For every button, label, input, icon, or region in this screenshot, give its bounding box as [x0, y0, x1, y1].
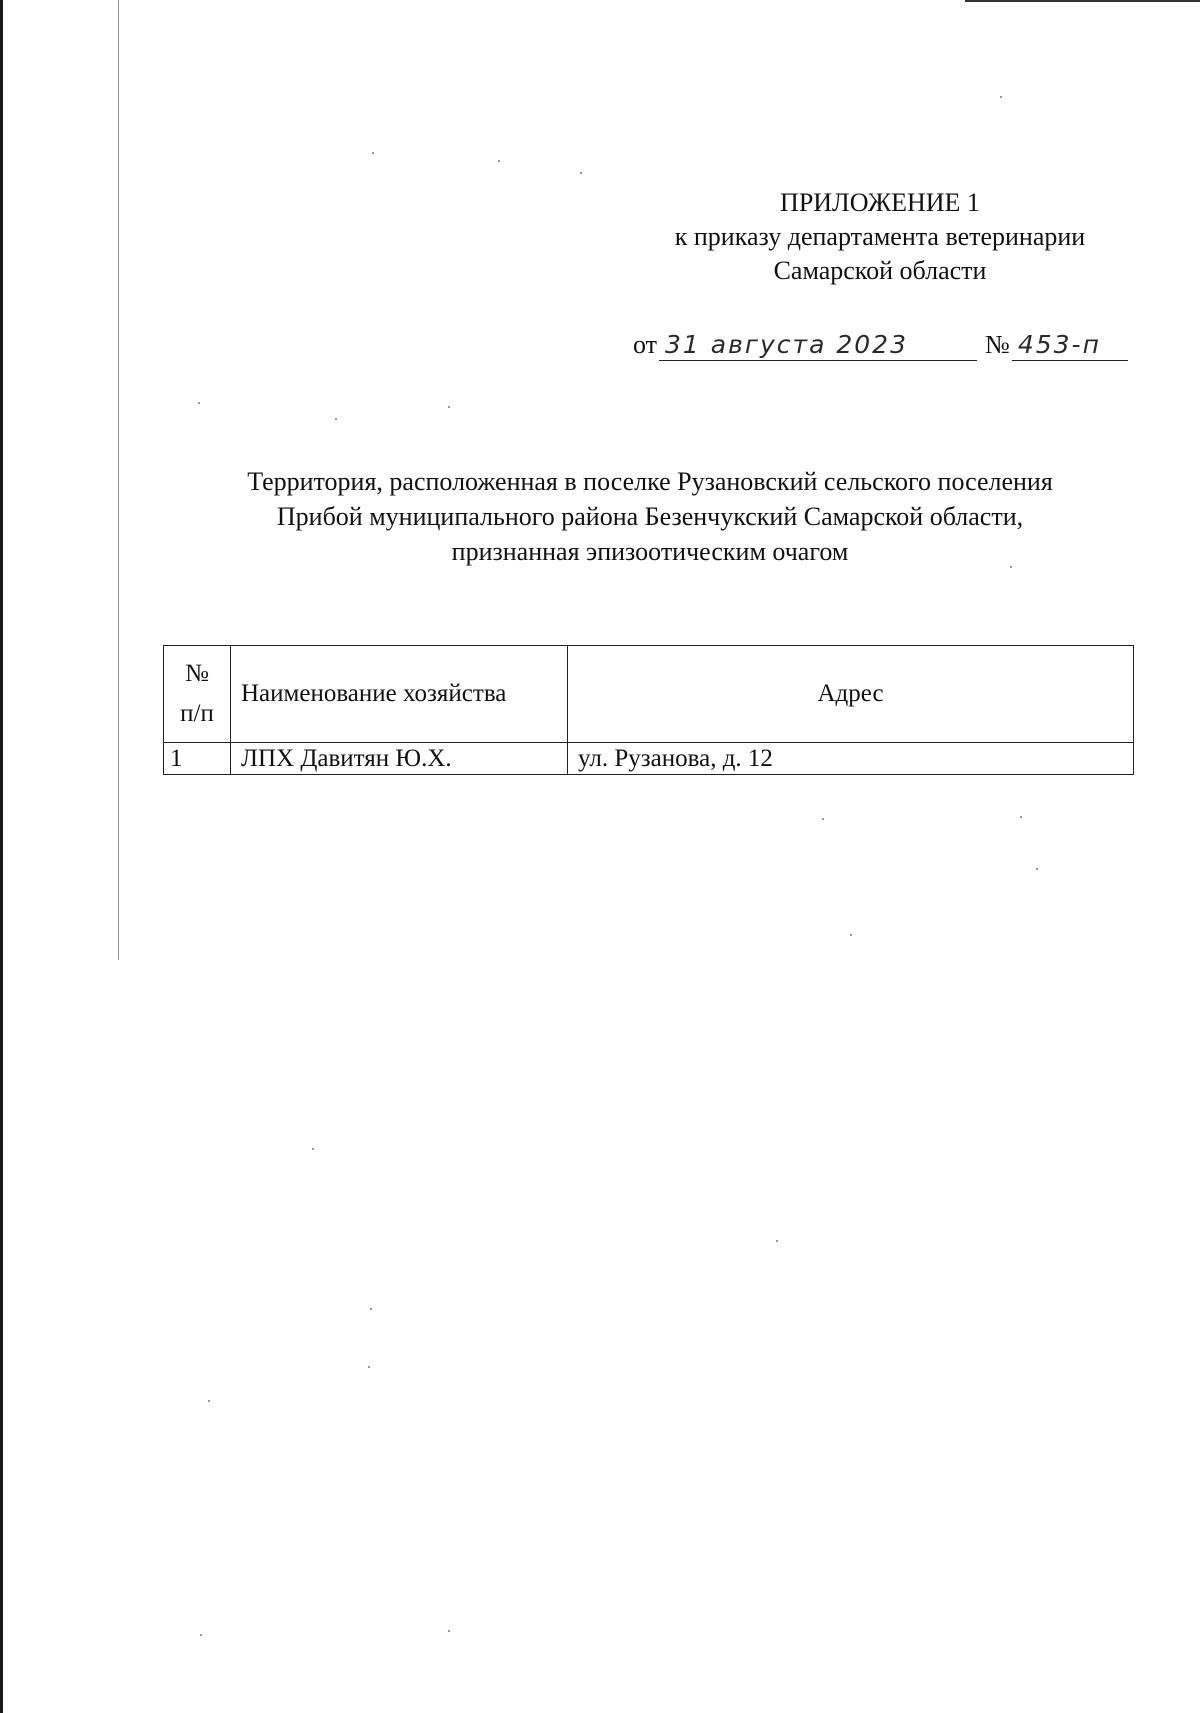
scan-speck: [198, 402, 200, 404]
column-header-number-abbr: п/п: [180, 700, 214, 727]
scan-speck: [448, 1630, 450, 1632]
column-header-address: Адрес: [568, 646, 1134, 743]
order-date-prefix: от: [633, 330, 658, 359]
document-title: [150, 464, 1150, 569]
appendix-region: Самарской области: [773, 256, 987, 285]
title-line: признанная эпизоотическим очагом: [451, 537, 849, 566]
scan-speck: [312, 1148, 314, 1150]
order-number-handwritten: 453-п: [1012, 330, 1128, 361]
scan-speck: [448, 406, 450, 408]
scan-speck: [370, 1308, 372, 1310]
households-table: [163, 645, 1134, 775]
scan-speck: [580, 172, 582, 174]
cell-household-name: ЛПХ Давитян Ю.Х.: [231, 743, 568, 775]
column-header-number: [164, 646, 231, 743]
appendix-subtitle: к приказу департамента ветеринарии: [674, 222, 1086, 251]
scan-speck: [850, 934, 852, 936]
scan-speck: [208, 1400, 210, 1402]
title-line: Прибой муниципального района Безенчукский Самарской области,: [276, 502, 1024, 531]
scan-speck: [368, 1366, 370, 1368]
table-header-row: [164, 646, 1134, 743]
scan-speck: [1036, 868, 1038, 870]
scan-fold-line: [118, 0, 119, 960]
scan-speck: [498, 160, 500, 162]
scan-speck: [1020, 816, 1022, 818]
table-row: [164, 743, 1134, 775]
scan-speck: [335, 418, 337, 420]
order-date-handwritten: 31 августа 2023: [659, 330, 977, 361]
title-line: Территория, расположенная в поселке Рузановский сельского поселения: [247, 467, 1053, 496]
scan-edge-line: [0, 0, 3, 1713]
column-header-name: Наименование хозяйства: [231, 646, 568, 743]
appendix-header: [600, 186, 1160, 288]
scan-speck: [776, 1240, 778, 1242]
scan-speck: [372, 152, 374, 154]
order-reference: [633, 328, 1128, 362]
scan-speck: [1000, 96, 1002, 98]
order-number-prefix: №: [985, 330, 1010, 359]
cell-address: ул. Рузанова, д. 12: [568, 743, 1134, 775]
cell-number: 1: [164, 743, 231, 775]
scan-top-line: [965, 0, 1200, 2]
scan-speck: [200, 1634, 202, 1636]
column-header-number-symbol: №: [185, 660, 209, 687]
scan-speck: [822, 818, 824, 820]
appendix-title: ПРИЛОЖЕНИЕ 1: [780, 188, 980, 217]
